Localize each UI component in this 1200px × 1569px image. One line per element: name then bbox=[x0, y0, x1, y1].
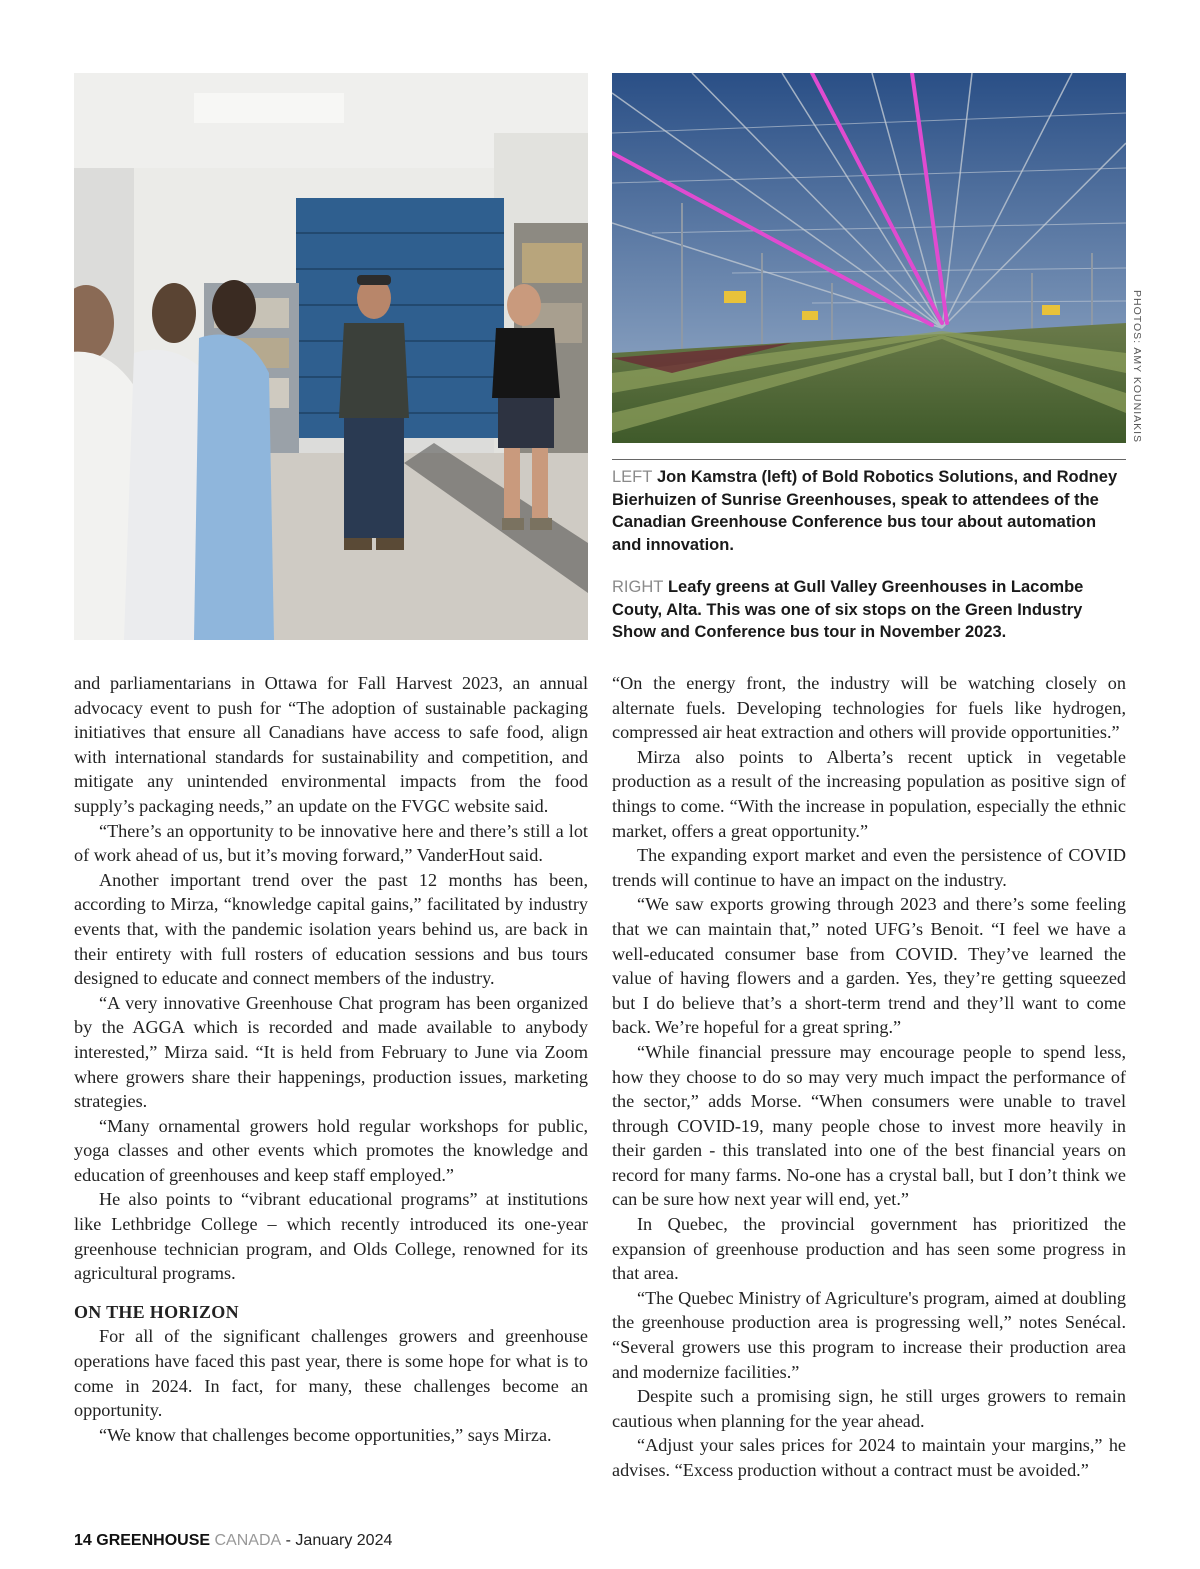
body-paragraph: “There’s an opportunity to be innovative here and there’s still a lot of work ahead of us, but it’s moving forward,” VanderHout said. bbox=[74, 820, 588, 866]
issue-date: - January 2024 bbox=[285, 1532, 393, 1549]
warehouse-illustration bbox=[74, 73, 588, 640]
body-paragraph: Despite such a promising sign, he still urges growers to remain cautious when planning for the year ahead. bbox=[612, 1386, 1126, 1431]
body-paragraph: and parliamentarians in Ottawa for Fall Harvest 2023, an annual advocacy event to push for “The adoption of sustainable packaging initiatives that ensure all Canadians have access to safe food, align with international standards for sustainability and competition, and mitigate any unintended environmental impacts from the food supply’s packaging needs,” an update on the FVGC website said. bbox=[74, 673, 588, 816]
caption-tag-right: RIGHT bbox=[612, 578, 664, 596]
greenhouse-illustration bbox=[612, 73, 1126, 443]
body-paragraph: Another important trend over the past 12 months has been, according to Mirza, “knowledge capital gains,” facilitated by industry events that, with the pandemic isolation years behind us, are back in their entirety with full rosters of education sessions and bus tours designed to educate and connect members of the industry. bbox=[74, 869, 588, 989]
caption-right bbox=[612, 576, 1126, 644]
article-column-left bbox=[74, 671, 588, 1447]
caption-divider bbox=[612, 459, 1126, 460]
caption-left bbox=[612, 466, 1126, 556]
page-number: 14 bbox=[74, 1532, 92, 1549]
body-paragraph: “A very innovative Greenhouse Chat program has been organized by the AGGA which is recorded and made available to anybody interested,” Mirza said. “It is held from February to June via Zoom where growers share their happenings, production issues, marketing strategies. bbox=[74, 992, 588, 1112]
magazine-name-bold: GREENHOUSE bbox=[96, 1532, 211, 1549]
body-paragraph: “We know that challenges become opportunities,” says Mirza. bbox=[99, 1424, 552, 1445]
greenhouse-greens-photo bbox=[612, 73, 1126, 443]
body-paragraph: “Many ornamental growers hold regular workshops for public, yoga classes and other events which promotes the knowledge and education of greenhouses and keep staff employed.” bbox=[74, 1115, 588, 1185]
photo-credit: PHOTOS: AMY KOUNIAKIS bbox=[1131, 290, 1143, 444]
magazine-name-light: CANADA bbox=[214, 1532, 282, 1549]
caption-text-left: Jon Kamstra (left) of Bold Robotics Solutions, and Rodney Bierhuizen of Sunrise Greenhouses, speak to attendees of the Canadian Greenhouse Conference bus tour about automation and innovation. bbox=[612, 468, 1118, 554]
body-paragraph: Mirza also points to Alberta’s recent uptick in vegetable production as a result of the increasing population as positive sign of things to come. “With the increase in population, especially the ethnic market, offers a great opportunity.” bbox=[612, 746, 1126, 841]
page-footer bbox=[74, 1532, 392, 1550]
body-paragraph: The expanding export market and even the persistence of COVID trends will continue to have an impact on the industry. bbox=[612, 845, 1126, 890]
body-paragraph: In Quebec, the provincial government has prioritized the expansion of greenhouse production and has seen some progress in that area. bbox=[612, 1214, 1126, 1284]
body-paragraph: “We saw exports growing through 2023 and there’s some feeling that we can maintain that,” noted UFG’s Benoit. “I feel we have a well-educated consumer base from COVID. They’ve learned the value of having flowers and a garden. Yes, they’re getting squeezed but I do believe that’s a short-term trend and they’ll want to come back. We’re hopeful for a great spring.” bbox=[612, 894, 1126, 1038]
article-column-right bbox=[612, 671, 1126, 1483]
caption-tag-left: LEFT bbox=[612, 468, 653, 486]
body-paragraph: “On the energy front, the industry will be watching closely on alternate fuels. Developing technologies for fuels like hydrogen, compressed air heat extraction and others will provide opportunities.” bbox=[612, 673, 1126, 743]
body-paragraph: “Adjust your sales prices for 2024 to maintain your margins,” he advises. “Excess production without a contract must be avoided.” bbox=[612, 1435, 1126, 1480]
caption-text-right: Leafy greens at Gull Valley Greenhouses in Lacombe Couty, Alta. This was one of six stops on the Green Industry Show and Conference bus tour in November 2023. bbox=[612, 578, 1084, 641]
body-paragraph: “The Quebec Ministry of Agriculture's program, aimed at doubling the greenhouse production area is progressing well,” notes Senécal. “Several growers use this program to increase their production area and modernize facilities.” bbox=[612, 1287, 1126, 1382]
body-paragraph: For all of the significant challenges growers and greenhouse operations have faced this past year, there is some hope for what is to come in 2024. In fact, for many, these challenges become an opportunity. bbox=[74, 1326, 588, 1421]
body-paragraph: He also points to “vibrant educational programs” at institutions like Lethbridge College – which recently introduced its one-year greenhouse technician program, and Olds College, renowned for its agricultural programs. bbox=[74, 1189, 588, 1284]
section-subhead: ON THE HORIZON bbox=[74, 1301, 239, 1322]
warehouse-tour-photo bbox=[74, 73, 588, 640]
body-paragraph: “While financial pressure may encourage people to spend less, how they choose to do so may very much impact the performance of the sector,” adds Morse. “When consumers were unable to travel through COVID-19, many people chose to invest more heavily in their garden - this translated into one of the best financial years on record for many farms. No-one has a crystal ball, but I don’t think we can be sure how next year will end, yet.” bbox=[612, 1041, 1126, 1210]
